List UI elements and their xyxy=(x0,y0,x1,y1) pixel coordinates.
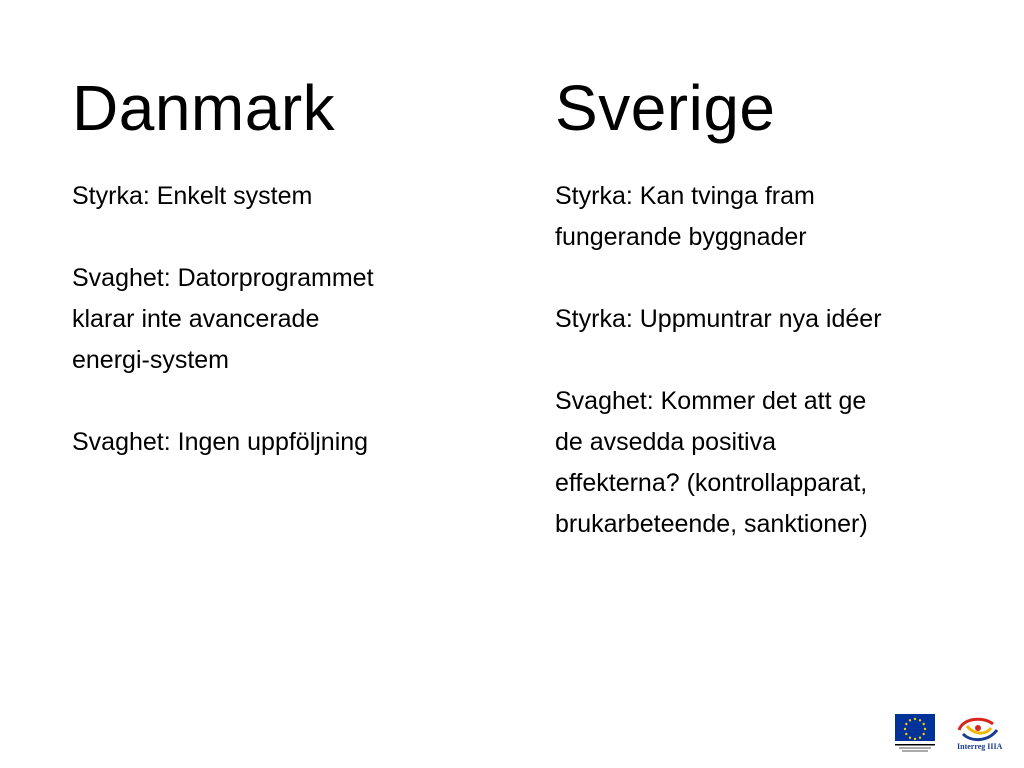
heading-danmark: Danmark xyxy=(72,72,336,144)
paragraph: Svaghet: Datorprogrammet klarar inte avancerade energi-system xyxy=(72,264,374,374)
paragraph: Styrka: Enkelt system xyxy=(72,182,313,210)
interreg-logo xyxy=(959,719,997,739)
column-sverige xyxy=(555,68,995,586)
paragraph: Styrka: Kan tvinga fram fungerande byggnader xyxy=(555,182,815,251)
paragraph: Styrka: Uppmuntrar nya idéer xyxy=(555,305,882,333)
eu-flag-logo xyxy=(895,714,935,752)
logo-strip xyxy=(893,712,1008,756)
interreg-logo-text: Interreg IIIA xyxy=(957,742,1003,751)
paragraph: Svaghet: Kommer det att ge de avsedda positiva effekterna? (kontrollapparat, brukarbeteende, sanktioner) xyxy=(555,387,868,538)
paragraph: Svaghet: Ingen uppföljning xyxy=(72,428,369,456)
column-danmark xyxy=(72,68,492,504)
heading-sverige: Sverige xyxy=(555,72,776,144)
